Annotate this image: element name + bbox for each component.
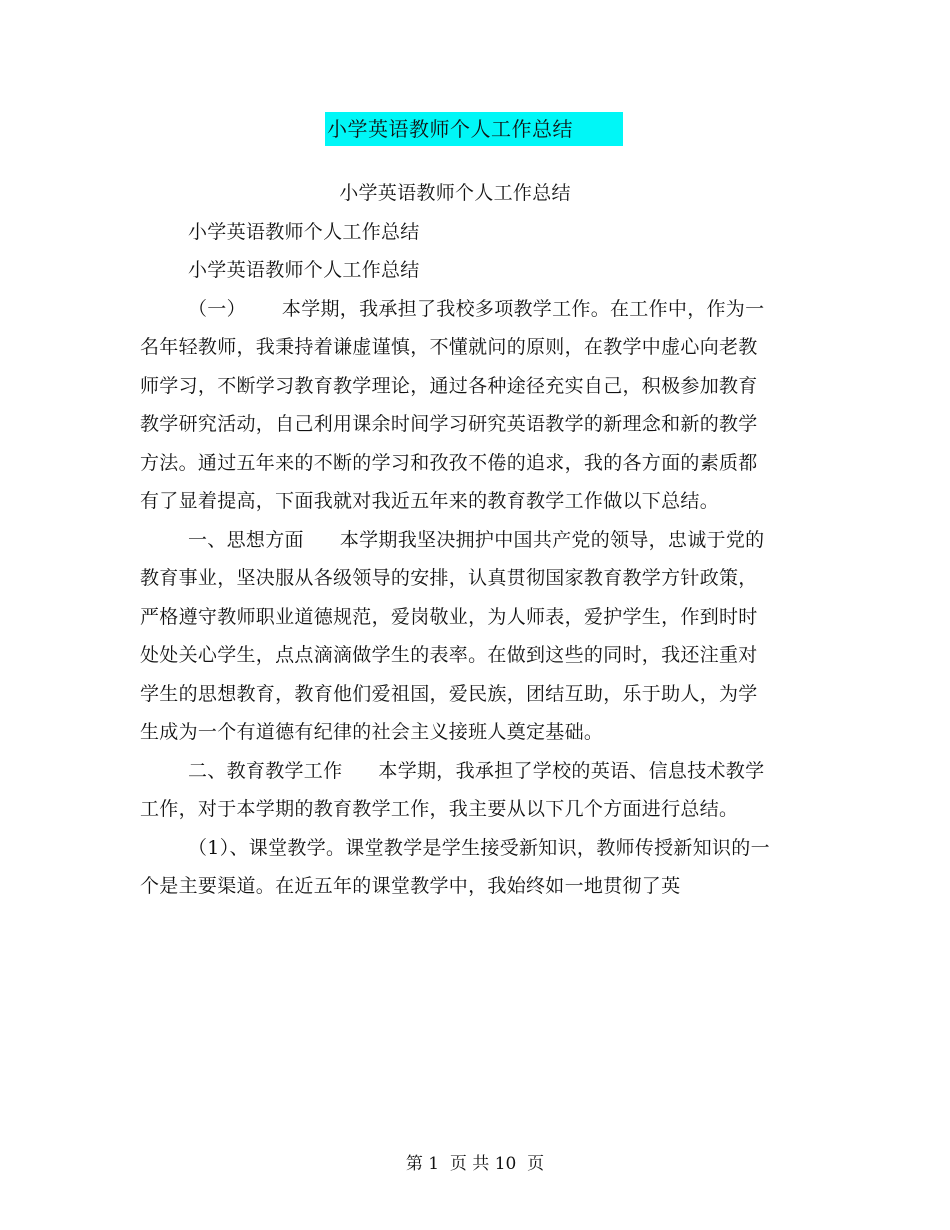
paragraph-text: 本学期我坚决拥护中国共产党的领导，忠诚于党的教育事业，坚决服从各级领导的安排，认真贯彻国家教育教学方针政策，严格遵守教师职业道德规范，爱岗敬业，为人师表，爱护学生，作到时时处处关心学生，点点滴滴做学生的表率。在做到这些的同时，我还注重对学生的思想教育，教育他们爱祖国，爱民族，团结互助，乐于助人，为学生成为一个有道德有纪律的社会主义接班人奠定基础。 — [140, 528, 765, 743]
document-subtitle: 小学英语教师个人工作总结 — [339, 182, 571, 204]
document-title: 小学英语教师个人工作总结 — [325, 112, 623, 146]
paragraph-text: 本学期，我承担了我校多项教学工作。在工作中，作为一名年轻教师，我秉持着谦虚谨慎，不懂就问的原则，在教学中虚心向老教师学习，不断学习教育教学理论，通过各种途径充实自己，积极参加教育教学研究活动，自己利用课余时间学习研究英语教学的新理念和新的教学方法。通过五年来的不断的学习和孜孜不倦的追求，我的各方面的素质都有了显着提高，下面我就对我近五年来的教育教学工作做以下总结。 — [140, 297, 765, 512]
paragraph-text: 课堂教学是学生接受新知识，教师传授新知识的一个是主要渠道。在近五年的课堂教学中，我始终如一地贯彻了英 — [140, 836, 770, 897]
page-footer: 第 1 页 共 10 页 — [405, 1154, 545, 1174]
paragraph-thought — [140, 521, 770, 752]
document-body — [140, 174, 770, 906]
paragraph-classroom — [140, 829, 770, 906]
paragraph-lead: 二、教育教学工作 — [188, 759, 343, 782]
paragraph-lead: （一） — [188, 297, 246, 320]
paragraph-lead: （1）、课堂教学。 — [188, 836, 346, 859]
document-heading: 小学英语教师个人工作总结 — [188, 259, 420, 281]
paragraph-intro — [140, 290, 770, 521]
paragraph-text: 本学期，我承担了学校的英语、信息技术教学工作，对于本学期的教育教学工作，我主要从以下几个方面进行总结。 — [140, 759, 765, 820]
paragraph-lead: 一、思想方面 — [188, 528, 304, 551]
document-heading: 小学英语教师个人工作总结 — [188, 220, 420, 243]
paragraph-teaching — [140, 752, 770, 829]
